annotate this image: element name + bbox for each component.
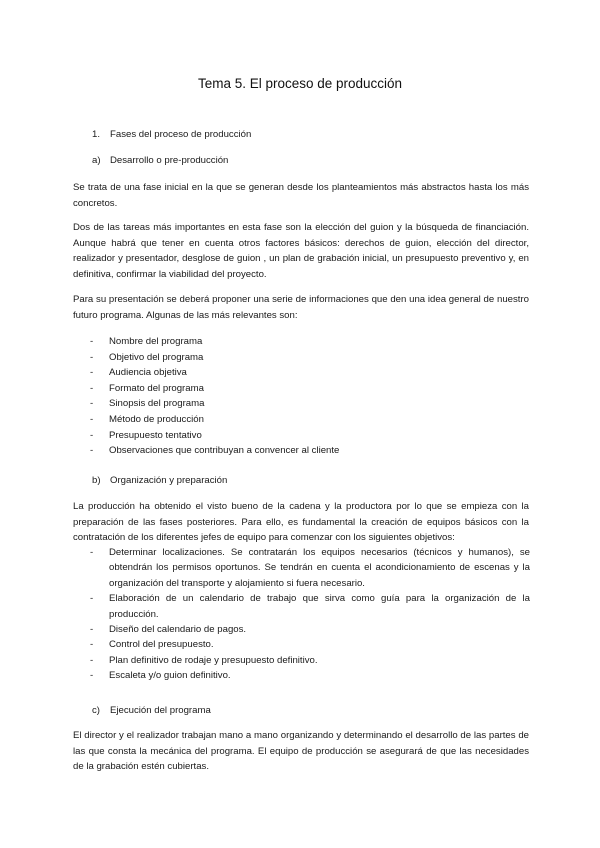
paragraph-5: El director y el realizador trabajan mano a mano organizando y determinando el desarrollo de las partes de las que consta la mecánica del programa. El equipo de producción se asegurará de que las necesidades de la grabación estén cubiertas. [73, 730, 529, 773]
list-dash: - [90, 413, 94, 425]
page-title: Tema 5. El proceso de producción [197, 76, 403, 91]
list-dash: - [90, 367, 94, 379]
proposal-info-list [90, 334, 530, 459]
list-dash: - [90, 670, 94, 682]
list-dash: - [90, 351, 94, 363]
subsection-label: Ejecución del programa [110, 705, 211, 716]
list-item: - Escaleta y/o guion definitivo. [90, 668, 530, 683]
list-item: - Objetivo del programa [90, 350, 530, 366]
subsection-letter: b) [92, 475, 101, 486]
list-item: - Determinar localizaciones. Se contratarán los equipos necesarios (técnicos y humanos), se obtendrán los permisos oportunos. Se tendrán en cuenta el acondicionamiento de escenas y la organización del transporte y alojamiento si fuera necesario. [90, 547, 530, 589]
list-dash: - [90, 445, 94, 457]
list-item: - Plan definitivo de rodaje y presupuesto definitivo. [90, 653, 530, 668]
list-dash: - [90, 336, 94, 347]
list-item: - Observaciones que contribuyan a convencer al cliente [90, 443, 530, 459]
section-number: 1. [92, 129, 101, 140]
list-dash: - [90, 593, 94, 605]
list-item: - Audiencia objetiva [90, 365, 530, 381]
list-item: - Formato del programa [90, 381, 530, 397]
subsection-letter: c) [92, 705, 100, 716]
subsection-label: Organización y preparación [110, 475, 228, 486]
paragraph-4: La producción ha obtenido el visto bueno de la cadena y la productora por lo que se empieza con la preparación de las fases posteriores. Para ello, es fundamental la creación de equipos básicos con la contratación de los diferentes jefes de equipo para comenzar con los siguientes objetivos: [73, 501, 529, 544]
subsection-letter: a) [92, 155, 101, 166]
list-dash: - [90, 429, 94, 441]
paragraph-3: Para su presentación se deberá proponer una serie de informaciones que den una idea general de nuestro futuro programa. Algunas de las más relevantes son: [73, 294, 529, 321]
list-dash: - [90, 398, 94, 410]
list-dash: - [90, 624, 94, 636]
list-item: - Diseño del calendario de pagos. [90, 622, 530, 637]
paragraph-2: Dos de las tareas más importantes en esta fase son la elección del guion y la búsqueda de financiación. Aunque habrá que tener en cuenta otros factores básicos: derechos de guion, elección del director, realizador y presentador, desglose de guion , un plan de grabación inicial, un presupuesto preventivo y, en definitiva, confirmar la viabilidad del proyecto. [73, 222, 529, 280]
list-item: - Control del presupuesto. [90, 637, 530, 652]
objectives-list [90, 545, 530, 684]
list-dash: - [90, 639, 94, 651]
section-label: Fases del proceso de producción [110, 129, 252, 140]
subsection-label: Desarrollo o pre-producción [110, 155, 229, 166]
list-item: - Presupuesto tentativo [90, 428, 530, 444]
paragraph-1: Se trata de una fase inicial en la que se generan desde los planteamientos más abstractos hasta los más concretos. [73, 182, 529, 209]
list-dash: - [90, 382, 94, 394]
list-item: - Elaboración de un calendario de trabajo que sirva como guía para la organización de la producción. [90, 593, 530, 620]
list-item: - Método de producción [90, 412, 530, 428]
list-dash: - [90, 547, 94, 558]
list-item: - Sinopsis del programa [90, 396, 530, 412]
list-item: - Nombre del programa [90, 334, 530, 350]
list-dash: - [90, 654, 94, 666]
